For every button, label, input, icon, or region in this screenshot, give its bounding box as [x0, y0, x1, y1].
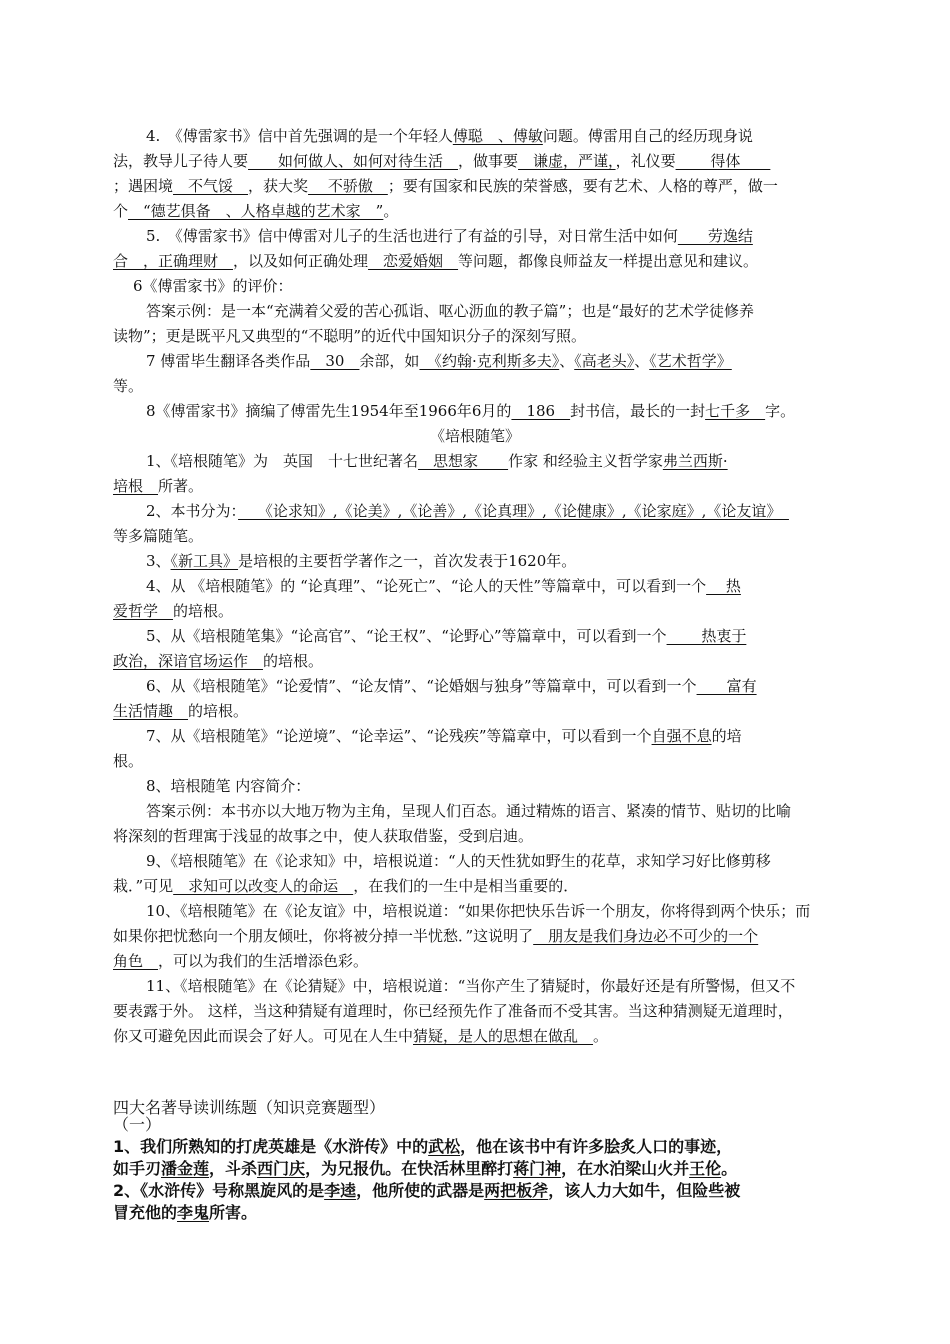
fu-lei-q7-line2: 等。: [113, 377, 144, 395]
q5-text: ，以及如何正确处理: [233, 252, 369, 270]
bacon-q8-answer2: 将深刻的哲理寓于浅显的故事之中，使人获取借鉴，受到启迪。: [113, 827, 534, 845]
bacon-q2-line2: 等多篇随笔。: [113, 527, 204, 545]
bacon-q9-text: 栽．”可见: [113, 877, 174, 895]
q7-text: 、: [634, 352, 650, 370]
answer-blank: 培根: [113, 477, 159, 495]
four-classics-heading: 四大名著导读训练题（知识竞赛题型）: [113, 1098, 386, 1117]
classics-q1-text: 如手刃: [113, 1159, 162, 1178]
answer-blank: 潘金莲: [161, 1159, 210, 1178]
bacon-q6-text: 的培根。: [188, 702, 249, 720]
answer-blank: 热: [706, 577, 741, 595]
bacon-section-title: 《培根随笔》: [429, 427, 520, 445]
classics-q2-text: 冒充他的: [113, 1203, 178, 1222]
q4-text: ，获大奖: [248, 177, 309, 195]
classics-q1-line1: [113, 1136, 848, 1158]
fu-lei-q4-line3: [113, 174, 843, 199]
q7-text: 余部，如: [359, 352, 420, 370]
q4-text: 法，教导儿子待人要: [113, 152, 249, 170]
classics-q1-text: ，为兄报仇。在快活林里醉打: [305, 1159, 514, 1178]
answer-blank: 蒋门神: [513, 1159, 562, 1178]
bacon-q7-text: 7、从《培根随笔》“论逆境”、“论幸运”、“论残疾”等篇章中，可以看到一个: [146, 727, 652, 745]
classics-q1-text: ，在水泊梁山火并: [561, 1159, 690, 1178]
classics-q2-text: 2、《水浒传》号称黑旋风的是: [113, 1181, 325, 1200]
answer-blank: 武松: [428, 1137, 461, 1156]
q7-text: 、: [559, 352, 575, 370]
bacon-q7-line2: 根。: [113, 752, 144, 770]
q4-text: 4. 《傅雷家书》信中首先强调的是一个年轻人: [146, 127, 453, 145]
bacon-q4-text: 的培根。: [173, 602, 234, 620]
q4-text: ；要有国家和民族的荣誉感，要有艺术、人格的尊严，做一: [387, 177, 778, 195]
q8-text: 字。: [765, 402, 796, 420]
bacon-q10-line2: [113, 924, 843, 949]
answer-blank: 如何做人、如何对待生活: [248, 152, 459, 170]
four-classics-subheading: （一）: [113, 1115, 162, 1134]
answer-blank: 李逵: [324, 1181, 357, 1200]
answer-blank: 生活情趣: [113, 702, 189, 720]
q5-text: 5. 《傅雷家书》信中傅雷对儿子的生活也进行了有益的引导，对日常生活中如何: [146, 227, 678, 245]
bacon-q3-text: 3、: [146, 552, 171, 570]
bacon-q10-line3: [113, 949, 843, 974]
answer-blank: “德艺俱备 、人格卓越的艺术家 ”: [128, 202, 384, 220]
classics-q2-text: 所害。: [209, 1203, 258, 1222]
bacon-q9-line1: 9、《培根随笔》在《论求知》中，培根说道：“人的天性犹如野生的花草，求知学习好比修剪移: [146, 852, 771, 870]
answer-blank: 热衷于: [666, 627, 747, 645]
fu-lei-q4-line4: [113, 199, 843, 224]
bacon-q7-line1: [146, 724, 843, 749]
q4-text: 个: [113, 202, 129, 220]
bacon-q11-text: 你又可避免因此而误会了好人。可见在人生中: [113, 1027, 414, 1045]
classics-q2-text: ，他所使的武器是: [356, 1181, 485, 1200]
bacon-q2-line1: [146, 499, 843, 524]
bacon-q1-line2: [113, 474, 843, 499]
answer-blank: 劳逸结: [677, 227, 753, 245]
classics-q1-line2: [113, 1158, 848, 1180]
bacon-q3-text: 是培根的主要哲学著作之一，首次发表于1620年。: [238, 552, 577, 570]
bacon-q3-line: [146, 549, 843, 574]
q4-text: ，礼仪要: [615, 152, 676, 170]
answer-blank: 求知可以改变人的命运: [173, 877, 354, 895]
fu-lei-q8-line: [146, 399, 843, 424]
bacon-q1-line1: [146, 449, 843, 474]
fu-lei-q6-answer1: 答案示例：是一本“充满着父爱的苦心孤诣、呕心沥血的教子篇”；也是“最好的艺术学徒修养: [146, 302, 755, 320]
bacon-q9-text: ，在我们的一生中是相当重要的．: [353, 877, 579, 895]
answer-blank: 《高老头》: [574, 352, 635, 370]
answer-blank: 自强不息: [651, 727, 712, 745]
answer-blank: 弗兰西斯·: [662, 452, 728, 470]
fu-lei-q6-head: 6《傅雷家书》的评价：: [133, 277, 293, 295]
bacon-q9-line2: [113, 874, 843, 899]
answer-blank: 猜疑，是人的思想在做乱: [413, 1027, 594, 1045]
bacon-q6-line1: [146, 674, 843, 699]
q8-text: 8《傅雷家书》摘编了傅雷先生1954年至1966年6月的: [146, 402, 512, 420]
classics-q2-text: ，该人力大如牛，但险些被: [548, 1181, 741, 1200]
bacon-q8-answer1: 答案示例：本书亦以大地万物为主角，呈现人们百态。通过精炼的语言、紧凑的情节、贴切的比喻: [146, 802, 792, 820]
answer-blank: 《论求知》,《论美》,《论善》,《论真理》,《论健康》,《论家庭》,《论友谊》: [238, 502, 789, 520]
bacon-q10-text: 如果你把忧愁向一个朋友倾吐，你将被分掉一半忧愁．”这说明了: [113, 927, 534, 945]
q4-text: ；遇困境: [113, 177, 174, 195]
answer-blank: 得体: [675, 152, 771, 170]
bacon-q1-text: 作家 和经验主义哲学家: [508, 452, 663, 470]
answer-blank: 两把板斧: [484, 1181, 549, 1200]
q4-text: ，做事要: [458, 152, 519, 170]
answer-blank: 李鬼: [177, 1203, 210, 1222]
bacon-q5-line2: [113, 649, 843, 674]
answer-blank: 王伦: [689, 1159, 722, 1178]
answer-blank: 谦虚，严谨，: [518, 152, 616, 170]
fu-lei-q6-answer2: 读物”；更是既平凡又典型的“不聪明”的近代中国知识分子的深刻写照。: [113, 327, 587, 345]
answer-blank: 政治，深谙官场运作: [113, 652, 264, 670]
answer-blank: 30: [310, 352, 360, 370]
classics-q1-text: 1、我们所熟知的打虎英雄是《水浒传》中的: [113, 1137, 429, 1156]
classics-q1-text: ，斗杀: [209, 1159, 258, 1178]
bacon-q10-line1: 10、《培根随笔》在《论友谊》中，培根说道：“如果你把快乐告诉一个朋友，你将得到两个快乐；而: [146, 902, 811, 920]
classics-q2-line2: [113, 1202, 848, 1224]
answer-blank: 186: [511, 402, 571, 420]
bacon-q1-text: 所著。: [158, 477, 204, 495]
answer-blank: 爱哲学: [113, 602, 174, 620]
bacon-q4-line1: [146, 574, 843, 599]
q4-text: 问题。傅雷用自己的经历现身说: [542, 127, 753, 145]
answer-blank: 恋爱婚姻: [368, 252, 459, 270]
fu-lei-q5-line2: [113, 249, 843, 274]
q8-text: 封书信，最长的一封: [570, 402, 706, 420]
answer-blank: 不骄傲: [308, 177, 388, 195]
answer-blank: 西门庆: [257, 1159, 306, 1178]
answer-blank: 不气馁: [173, 177, 249, 195]
answer-blank: 七千多: [705, 402, 766, 420]
bacon-q8-head: 8、培根随笔 内容简介：: [146, 777, 311, 795]
bacon-q2-text: 2、本书分为：: [146, 502, 239, 520]
bacon-q11-line2: 要表露于外。 这样，当这种猜疑有道理时，你已经预先作了准备而不受其害。当这种猜测疑无道理时，: [113, 1002, 793, 1020]
q7-text: 7 傅雷毕生翻译各类作品: [146, 352, 311, 370]
classics-q1-text: ，他在该书中有许多脍炙人口的事迹，: [460, 1137, 733, 1156]
bacon-q7-text: 的培: [711, 727, 742, 745]
fu-lei-q7-line1: [146, 349, 843, 374]
answer-blank: 角色: [113, 952, 159, 970]
bacon-q5-text: 的培根。: [263, 652, 324, 670]
fu-lei-q5-line1: [146, 224, 843, 249]
bacon-q11-line1: 11、《培根随笔》在《论猜疑》中，培根说道：“当你产生了猜疑时，你最好还是有所警惕，但又不: [146, 977, 796, 995]
classics-q1-text: 。: [721, 1159, 738, 1178]
bacon-q6-text: 6、从《培根随笔》“论爱情”、“论友情”、“论婚姻与独身”等篇章中，可以看到一个: [146, 677, 697, 695]
bacon-q4-text: 4、从 《培根随笔》的 “论真理”、“论死亡”、“论人的天性”等篇章中，可以看到一个: [146, 577, 707, 595]
answer-blank: 富有: [696, 677, 757, 695]
answer-blank: 朋友是我们身边必不可少的一个: [533, 927, 759, 945]
bacon-q1-text: 1、《培根随笔》为 英国 十七世纪著名: [146, 452, 419, 470]
answer-blank: 《艺术哲学》: [649, 352, 732, 370]
answer-blank: 傅聪 、傅敏: [452, 127, 543, 145]
answer-blank: 《约翰·克利斯多夫》: [419, 352, 560, 370]
bacon-q11-line3: [113, 1024, 843, 1049]
fu-lei-q4-line1: [146, 124, 843, 149]
fu-lei-q4-line2: [113, 149, 843, 174]
bacon-q5-text: 5、从《培根随笔集》“论高官”、“论王权”、“论野心”等篇章中，可以看到一个: [146, 627, 667, 645]
answer-blank: 思想家: [418, 452, 509, 470]
bacon-q6-line2: [113, 699, 843, 724]
answer-blank: 合 ，正确理财: [113, 252, 234, 270]
bacon-q4-line2: [113, 599, 843, 624]
bacon-q10-text: ，可以为我们的生活增添色彩。: [158, 952, 369, 970]
answer-blank: 《新工具》: [170, 552, 239, 570]
q5-text: 等问题，都像良师益友一样提出意见和建议。: [458, 252, 759, 270]
q4-text: 。: [383, 202, 399, 220]
bacon-q5-line1: [146, 624, 843, 649]
classics-q2-line1: [113, 1180, 848, 1202]
bacon-q11-text: 。: [593, 1027, 609, 1045]
